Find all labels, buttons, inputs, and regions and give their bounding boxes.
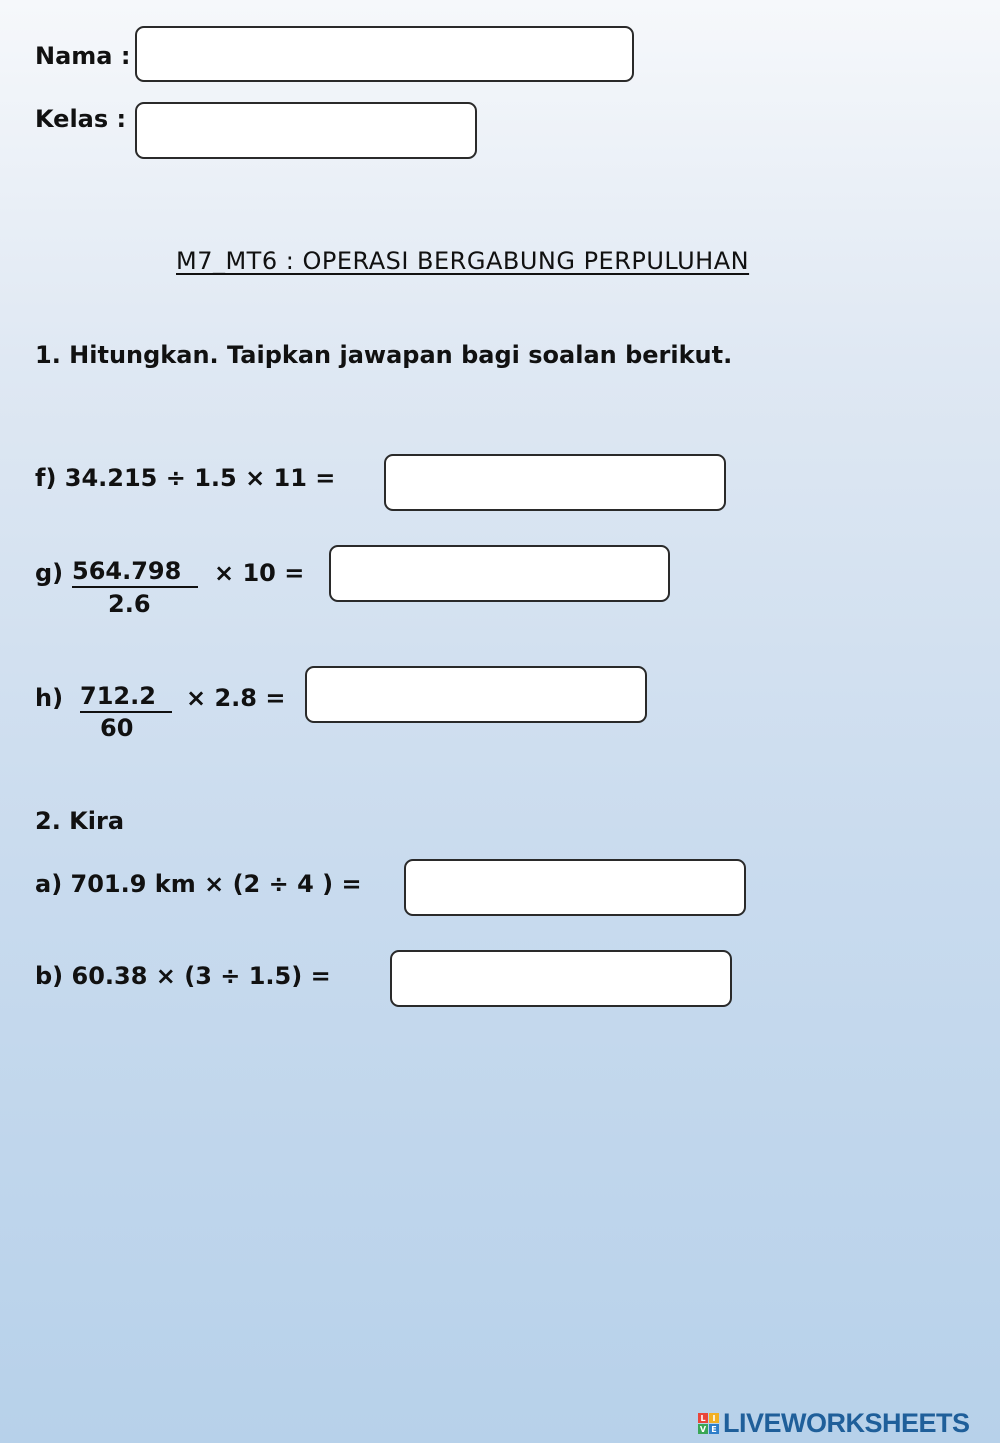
question-h-numerator: 712.2 xyxy=(80,682,172,713)
liveworksheets-logo-text: LIVEWORKSHEETS xyxy=(723,1408,970,1438)
logo-letter-e: E xyxy=(709,1424,719,1434)
question-h-prefix: h) xyxy=(35,684,64,712)
kelas-label: Kelas : xyxy=(35,105,127,133)
answer-h-input[interactable] xyxy=(305,666,647,723)
answer-b-input[interactable] xyxy=(390,950,732,1007)
answer-f-input[interactable] xyxy=(384,454,726,511)
question-b-text: b) 60.38 × (3 ÷ 1.5) = xyxy=(35,962,331,990)
logo-letter-i: I xyxy=(709,1413,719,1423)
question-h-denominator: 60 xyxy=(100,714,134,742)
question-g-denominator: 2.6 xyxy=(108,590,151,618)
answer-a-input[interactable] xyxy=(404,859,746,916)
section1-instruction: 1. Hitungkan. Taipkan jawapan bagi soalan berikut. xyxy=(35,341,733,369)
section2-instruction: 2. Kira xyxy=(35,807,125,835)
question-a-text: a) 701.9 km × (2 ÷ 4 ) = xyxy=(35,870,362,898)
worksheet-title: M7_MT6 : OPERASI BERGABUNG PERPULUHAN xyxy=(176,247,750,275)
question-g-prefix: g) xyxy=(35,559,64,587)
kelas-input[interactable] xyxy=(135,102,477,159)
question-f-text: f) 34.215 ÷ 1.5 × 11 = xyxy=(35,464,336,492)
logo-letter-v: V xyxy=(699,1424,707,1434)
nama-label: Nama : xyxy=(35,42,131,70)
question-g-numerator: 564.798 xyxy=(72,557,198,588)
nama-input[interactable] xyxy=(135,26,634,82)
logo-letter-l: L xyxy=(698,1413,708,1423)
answer-g-input[interactable] xyxy=(329,545,670,602)
liveworksheets-logo xyxy=(698,1408,970,1439)
question-h-suffix: × 2.8 = xyxy=(186,684,286,712)
question-g-suffix: × 10 = xyxy=(214,559,305,587)
liveworksheets-logo-icon xyxy=(698,1413,719,1434)
